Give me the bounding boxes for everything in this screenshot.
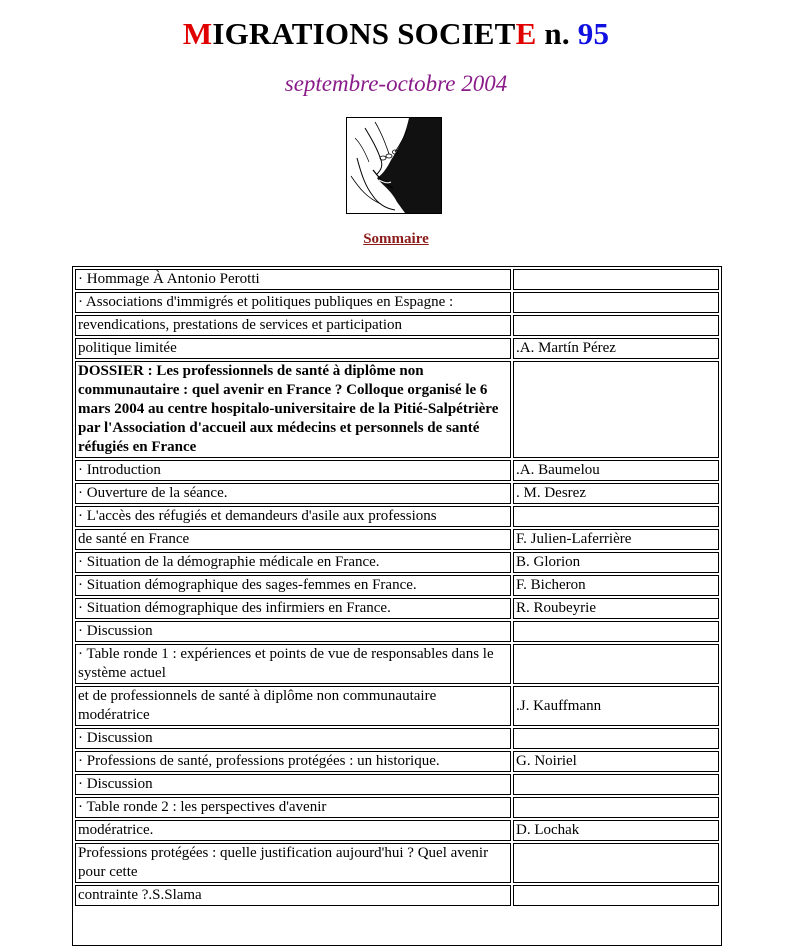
toc-author-cell: [513, 797, 719, 818]
toc-row: [75, 506, 719, 527]
toc-author-cell: . M. Desrez: [513, 483, 719, 504]
title-letter-e: E: [515, 16, 537, 51]
toc-table: [73, 267, 721, 908]
toc-row: [75, 621, 719, 642]
toc-author-cell: [513, 506, 719, 527]
toc-author-cell: G. Noiriel: [513, 751, 719, 772]
toc-author-cell: R. Roubeyrie: [513, 598, 719, 619]
toc-title-cell[interactable]: revendications, prestations de services et participation: [75, 315, 511, 336]
toc-author-cell: [513, 269, 719, 290]
page-title: [0, 14, 792, 54]
toc-author-cell: [513, 644, 719, 684]
toc-author-cell: [513, 621, 719, 642]
toc-title-cell[interactable]: contrainte ?.S.Slama: [75, 885, 511, 906]
toc-title-cell[interactable]: · Table ronde 2 : les perspectives d'avenir: [75, 797, 511, 818]
toc-row: [75, 686, 719, 726]
cover-image[interactable]: [346, 117, 442, 214]
toc-author-cell: F. Bicheron: [513, 575, 719, 596]
toc-row: [75, 751, 719, 772]
toc-title-cell[interactable]: · Professions de santé, professions protégées : un historique.: [75, 751, 511, 772]
cover-illustration: [347, 118, 441, 213]
toc-row: [75, 575, 719, 596]
toc-body: [75, 269, 719, 906]
toc-row: [75, 483, 719, 504]
toc-title-cell[interactable]: · Hommage À Antonio Perotti: [75, 269, 511, 290]
title-issue-prefix: n.: [536, 16, 578, 51]
toc-title-cell[interactable]: · Situation démographique des sages-femmes en France.: [75, 575, 511, 596]
toc-title-cell[interactable]: · L'accès des réfugiés et demandeurs d'asile aux professions: [75, 506, 511, 527]
toc-author-cell: B. Glorion: [513, 552, 719, 573]
toc-row: [75, 598, 719, 619]
toc-row: [75, 843, 719, 883]
toc-author-cell: D. Lochak: [513, 820, 719, 841]
toc-author-cell: F. Julien-Laferrière: [513, 529, 719, 550]
toc-title-cell[interactable]: politique limitée: [75, 338, 511, 359]
toc-author-cell: [513, 885, 719, 906]
issue-date: septembre-octobre 2004: [284, 71, 508, 96]
toc-title-cell[interactable]: · Discussion: [75, 728, 511, 749]
toc-author-cell: .A. Martín Pérez: [513, 338, 719, 359]
toc-title-cell[interactable]: · Situation démographique des infirmiers en France.: [75, 598, 511, 619]
toc-row: [75, 728, 719, 749]
toc-author-cell: [513, 292, 719, 313]
toc-row: [75, 644, 719, 684]
toc-table-frame: [72, 266, 722, 946]
toc-title-cell[interactable]: · Discussion: [75, 774, 511, 795]
toc-row: [75, 315, 719, 336]
toc-author-cell: [513, 361, 719, 458]
toc-author-cell: [513, 315, 719, 336]
sommaire-link[interactable]: Sommaire: [363, 231, 429, 247]
toc-title-cell[interactable]: · Ouverture de la séance.: [75, 483, 511, 504]
toc-title-cell[interactable]: · Associations d'immigrés et politiques publiques en Espagne :: [75, 292, 511, 313]
toc-title-cell[interactable]: · Discussion: [75, 621, 511, 642]
toc-row: [75, 820, 719, 841]
toc-row: [75, 774, 719, 795]
toc-row: [75, 797, 719, 818]
title-initial-m: M: [182, 16, 213, 51]
toc-author-cell: [513, 843, 719, 883]
toc-row: [75, 292, 719, 313]
toc-title-cell[interactable]: de santé en France: [75, 529, 511, 550]
toc-row: [75, 361, 719, 458]
issue-number: 95: [577, 16, 610, 51]
toc-row: [75, 338, 719, 359]
toc-title-cell[interactable]: Professions protégées : quelle justification aujourd'hui ? Quel avenir pour cette: [75, 843, 511, 883]
toc-row: [75, 460, 719, 481]
title-main: IGRATIONS SOCIET: [212, 16, 516, 51]
toc-row: [75, 885, 719, 906]
toc-author-cell: .J. Kauffmann: [513, 686, 719, 726]
toc-title-cell[interactable]: · Table ronde 1 : expériences et points de vue de responsables dans le système actuel: [75, 644, 511, 684]
toc-title-cell[interactable]: · Situation de la démographie médicale en France.: [75, 552, 511, 573]
toc-title-cell[interactable]: modératrice.: [75, 820, 511, 841]
toc-author-cell: [513, 774, 719, 795]
toc-row: [75, 529, 719, 550]
sommaire-heading: [0, 230, 792, 248]
toc-author-cell: .A. Baumelou: [513, 460, 719, 481]
toc-author-cell: [513, 728, 719, 749]
toc-title-cell[interactable]: · Introduction: [75, 460, 511, 481]
toc-row: [75, 269, 719, 290]
toc-title-cell[interactable]: et de professionnels de santé à diplôme non communautaire modératrice: [75, 686, 511, 726]
toc-dossier-cell[interactable]: DOSSIER : Les professionnels de santé à diplôme non communautaire : quel avenir en France ? Colloque organisé le 6 mars 2004 au centre hospitalo-universitaire de la Pitié-Salpétrière par l'Association d'accueil aux médecins et personnels de santé réfugiés en France: [75, 361, 511, 458]
toc-row: [75, 552, 719, 573]
